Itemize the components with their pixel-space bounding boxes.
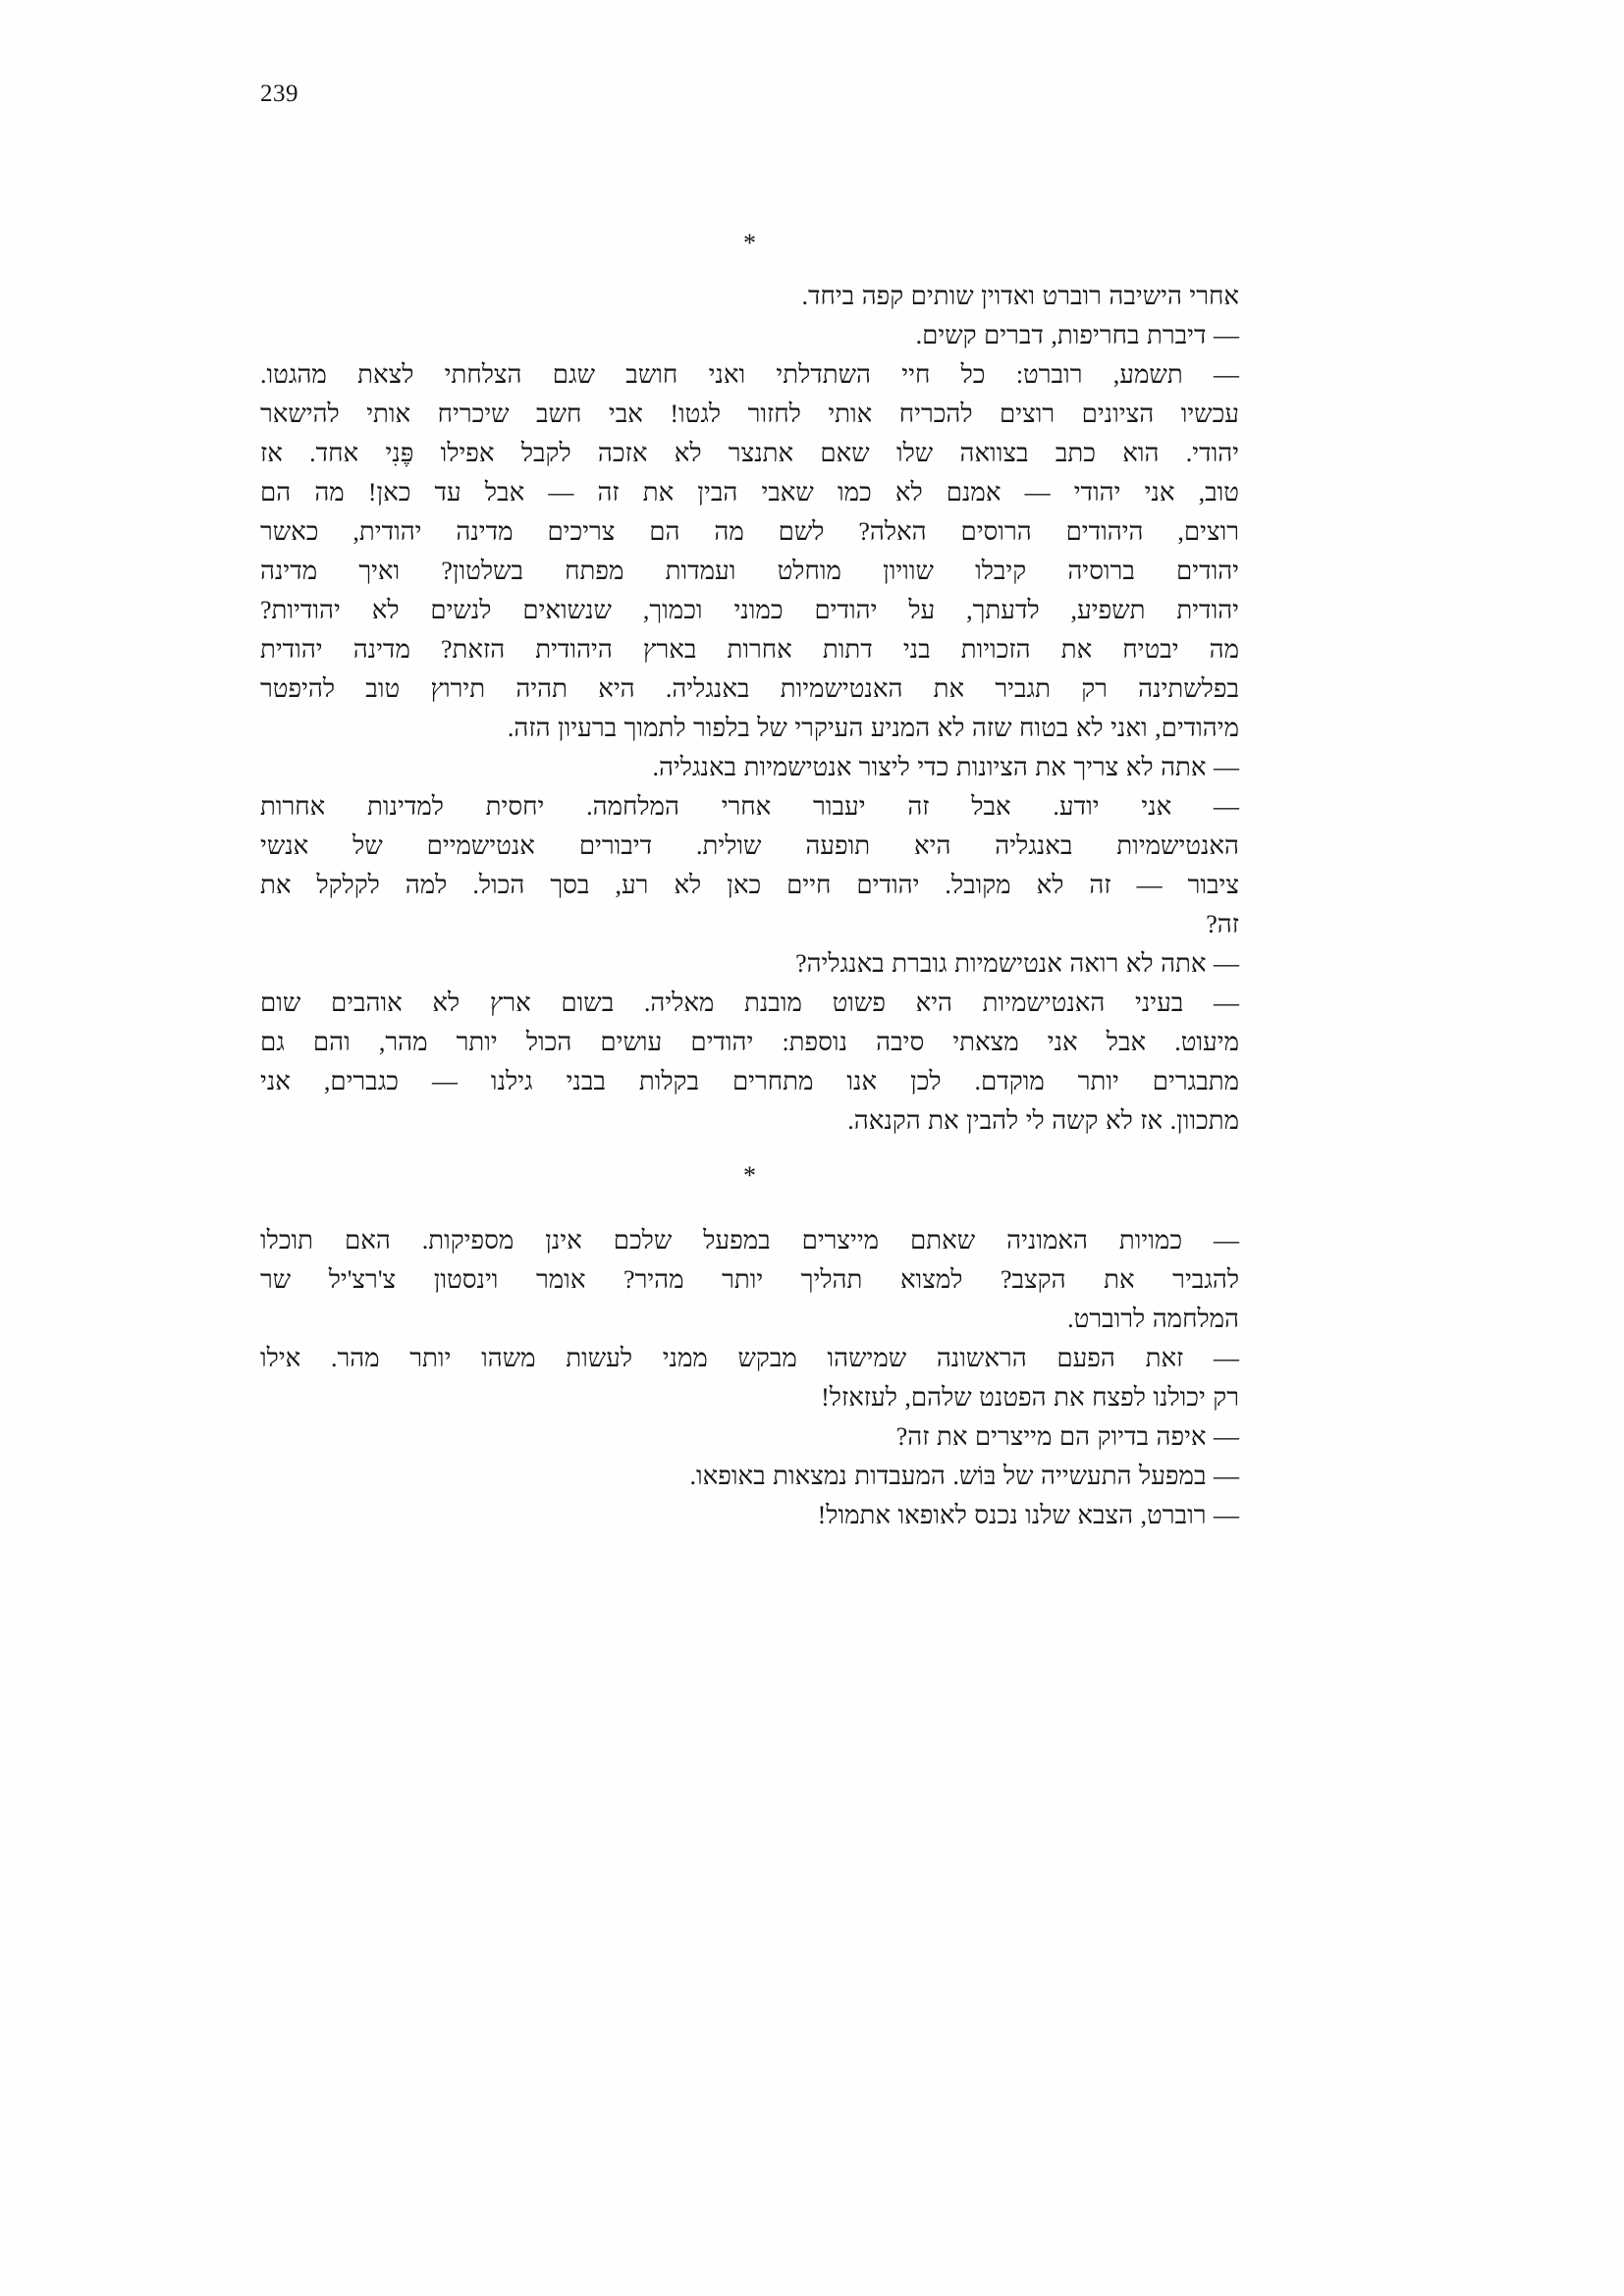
paragraph <box>260 277 1239 316</box>
text-line: מיעוט. אבל אני מצאתי סיבה נוספת: יהודים עושים הכול יותר מהר, והם גם <box>260 1028 1239 1056</box>
text-line: מה יבטיח את הזכויות בני דתות אחרות בארץ היהודית הזאת? מדינה יהודית <box>260 635 1239 664</box>
text-line: — רוברט, הצבא שלנו נכנס לאופאו אתמול! <box>817 1501 1239 1529</box>
paragraph <box>260 316 1239 355</box>
text-line: יהודים ברוסיה קיבלו שוויון מוחלט ועמדות מפתח בשלטון? ואיך מדינה <box>260 557 1239 585</box>
text-line: מתכוון. אז לא קשה לי להבין את הקנאה. <box>847 1106 1239 1135</box>
text-line: אחרי הישיבה רוברט ואדוין שותים קפה ביחד. <box>801 282 1239 310</box>
page-number: 239 <box>260 80 298 107</box>
text-line: — בעיני האנטישמיות היא פשוט מובנת מאליה. בשום ארץ לא אוהבים שום <box>260 988 1239 1017</box>
section-separator: * <box>743 1161 756 1190</box>
paragraph <box>260 1457 1239 1496</box>
text-line: ציבור — זה לא מקובל. יהודים חיים כאן לא רע, בסך הכול. למה לקלקל את <box>260 871 1239 899</box>
text-line: — תשמע, רוברט: כל חיי השתדלתי ואני חושב שגם הצלחתי לצאת מהגטו. <box>260 360 1239 389</box>
text-line: — כמויות האמוניה שאתם מייצרים במפעל שלכם אינן מספיקות. האם תוכלו <box>260 1226 1239 1255</box>
text-line: יהודית תשפיע, לדעתך, על יהודים כמוני וכמוך, שנשואים לנשים לא יהודיות? <box>260 596 1239 624</box>
text-line: — אני יודע. אבל זה יעבור אחרי המלחמה. יחסית למדינות אחרות <box>260 792 1239 821</box>
text-line: מיהודים, ואני לא בטוח שזה לא המניע העיקרי של בלפור לתמוך ברעיון הזה. <box>507 714 1239 742</box>
text-line: — דיברת בחריפות, דברים קשים. <box>915 321 1239 349</box>
paragraph <box>260 1496 1239 1535</box>
text-block <box>260 80 1239 1535</box>
text-line: מתבגרים יותר מוקדם. לכן אנו מתחרים בקלות בבני גילנו — כגברים, אני <box>260 1067 1239 1095</box>
text-line: — איפה בדיוק הם מייצרים את זה? <box>895 1422 1239 1451</box>
section-separator: * <box>743 229 756 257</box>
text-line: המלחמה לרוברט. <box>1067 1305 1239 1333</box>
paragraph <box>260 787 1239 944</box>
paragraph <box>260 1221 1239 1339</box>
paragraph <box>260 944 1239 984</box>
text-line: — אתה לא צריך את הציונות כדי ליצור אנטישמיות באנגליה. <box>652 753 1239 781</box>
paragraph <box>260 748 1239 787</box>
paragraph <box>260 1417 1239 1457</box>
text-line: טוב, אני יהודי — אמנם לא כמו שאבי הבין את זה — אבל עד כאן! מה הם <box>260 478 1239 507</box>
text-body <box>260 224 1239 1535</box>
text-line: — זאת הפעם הראשונה שמישהו מבקש ממני לעשות משהו יותר מהר. אילו <box>260 1344 1239 1372</box>
paragraph <box>260 1339 1239 1417</box>
text-line: רק יכולנו לפצח את הפטנט שלהם, לעזאזל! <box>821 1383 1239 1412</box>
text-line: רוצים, היהודים הרוסים האלה? לשם מה הם צריכים מדינה יהודית, כאשר <box>260 517 1239 546</box>
paragraph <box>260 355 1239 748</box>
text-line: זה? <box>1206 910 1239 938</box>
text-line: — במפעל התעשייה של בּוֹש. המעבדות נמצאות באופאו. <box>689 1462 1239 1490</box>
paragraph <box>260 984 1239 1141</box>
text-line: האנטישמיות באנגליה היא תופעה שולית. דיבורים אנטישמיים של אנשי <box>260 831 1239 860</box>
text-line: עכשיו הציונים רוצים להכריח אותי לחזור לגטו! אבי חשב שיכריח אותי להישאר <box>260 400 1239 428</box>
text-line: בפלשתינה רק תגביר את האנטישמיות באנגליה. היא תהיה תירוץ טוב להיפטר <box>260 674 1239 703</box>
text-line: יהודי. הוא כתב בצוואה שלו שאם אתנצר לא אזכה לקבל אפילו פֶּנִי אחד. אז <box>260 439 1239 467</box>
text-line: — אתה לא רואה אנטישמיות גוברת באנגליה? <box>795 949 1239 978</box>
text-line: להגביר את הקצב? למצוא תהליך יותר מהיר? אומר וינסטון צ'רצ'יל שר <box>260 1265 1239 1294</box>
